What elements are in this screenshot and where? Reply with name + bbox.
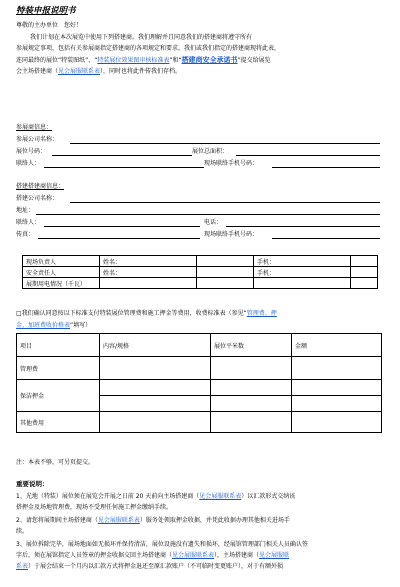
fee-header-spec: 内容/规格 <box>100 334 211 357</box>
staff-empty-cell[interactable] <box>351 278 378 289</box>
exhibitor-onsite-phone-field[interactable] <box>272 167 380 168</box>
fee-spec-cell[interactable] <box>100 412 211 433</box>
fee-area-cell[interactable] <box>211 412 292 433</box>
intro-line-2: 参展规定事项，包括有关参展商指定搭建商的各项规定和要求。我们或我们指定的搭建商现将此表， <box>16 45 281 52</box>
contractor-onsite-phone-field[interactable] <box>272 238 380 239</box>
fee-table-link-cont[interactable]: 金、加班费收价格表 <box>16 322 71 329</box>
staff-name-cell[interactable]: 姓名： <box>100 267 197 278</box>
fee-table-link[interactable]: 管理费、押 <box>246 310 277 317</box>
desc-item-3-line-3: 系表）于展会结束一个月内以汇款方式将押金退还至原汇款账户（不可临时变更账户），对于有额外损 <box>16 563 284 570</box>
staff-empty-cell[interactable] <box>351 256 378 267</box>
intro-line-3: 连同最终的展位“特装图纸”、“特装展位效果图审核标准表”和“搭建商安全承诺书”提交给展览 <box>16 56 271 64</box>
booth-area-label: 展位总面积： <box>192 148 229 155</box>
staff-mobile-cell[interactable]: 手机： <box>254 256 351 267</box>
staff-empty-cell[interactable] <box>254 278 351 289</box>
table-row <box>23 256 378 267</box>
staff-role-cell: 展期用电情况（千瓦） <box>23 278 100 289</box>
fee-item-cell: 保洁押金 <box>17 380 100 412</box>
fee-spec-cell[interactable] <box>100 380 211 396</box>
table-row <box>17 357 382 380</box>
fee-amount-cell[interactable] <box>292 396 382 412</box>
fee-area-cell[interactable] <box>211 357 292 380</box>
desc-item-3-line-2: 字后，须在展馆指定人员签章的押金收据交回主场搭建商（见会展服联系表），主场搭建商（见会展服联 <box>16 552 290 559</box>
exhibitor-company-field[interactable] <box>70 143 380 144</box>
table-row <box>17 334 382 357</box>
staff-empty-cell[interactable] <box>197 278 254 289</box>
desc-header: 重要说明： <box>16 480 49 488</box>
table-note: 注：本表不够，可另页提交。 <box>16 459 95 466</box>
fee-header-item: 项目 <box>17 334 100 357</box>
exhibitor-header: 参展商信息： <box>16 124 53 131</box>
staff-mobile-cell[interactable]: 手机： <box>254 267 351 278</box>
contractor-company-field[interactable] <box>70 202 380 203</box>
contractor-company-label: 搭建公司名称： <box>16 195 59 202</box>
contractor-fax-field[interactable] <box>38 238 200 239</box>
exhibitor-onsite-phone-label: 现场联络手机号码： <box>204 160 259 167</box>
booth-area-field[interactable] <box>236 155 380 156</box>
table-row <box>17 380 382 396</box>
contractor-header: 搭建搭建商信息： <box>16 183 65 190</box>
page-title: 特装申报说明书 <box>16 6 76 16</box>
contractor-fax-label: 传真： <box>16 231 35 238</box>
exhibitor-contact-label: 联络人： <box>16 160 41 167</box>
staff-name-cell[interactable]: 姓名： <box>100 256 197 267</box>
intro-line-1: 我们计划在本次展览中使用下列搭建商。我们理解并且同意我们的搭建商将遵守所有 <box>30 34 253 41</box>
contractor-contact-label: 联络人： <box>16 219 41 226</box>
fee-amount-cell[interactable] <box>292 357 382 380</box>
table-row <box>23 267 378 278</box>
confirm-line-1: □我们确认同意按以下标准支付特装展位管理费和施工押金等费用，收费标准表（参见“管理费、押 <box>16 310 277 317</box>
greeting: 尊敬的主办单位 您好！ <box>16 22 83 29</box>
desc-item-2-line-1: 2、请您将展期间主场搭建商（见会展服联系表）服务处领取押金收据，并凭此收据办理其他相关进场手 <box>16 517 290 524</box>
booth-no-field[interactable] <box>52 155 192 156</box>
title-underline <box>16 14 68 15</box>
fee-area-cell[interactable] <box>211 396 292 412</box>
exhibitor-contact-field[interactable] <box>44 167 204 168</box>
contact-table-link[interactable]: 系表 <box>16 563 29 570</box>
intro-line-4: 会主场搭建商（见会展服联系表），同时也将此件传我们存档。 <box>16 68 182 75</box>
contact-table-link[interactable]: 见会展服联系表 <box>58 68 101 75</box>
desc-item-1-line-2: 搭押金及场地管理费，现场不受理任何施工押金缴纳手续。 <box>16 504 173 511</box>
contractor-phone-label: 电话： <box>204 219 223 226</box>
desc-item-3-line-1: 3、展位拆除完毕，展场地面如无损坏并保持清洁，展位设施没有遗失和损坏，经展馆管理部门相关人员确认签 <box>16 541 308 548</box>
staff-empty-cell[interactable] <box>351 267 378 278</box>
staff-role-cell: 安全责任人 <box>23 267 100 278</box>
contractor-address-label: 地址： <box>16 207 35 214</box>
staff-empty-cell[interactable] <box>197 267 254 278</box>
table-row <box>17 412 382 433</box>
booth-no-label: 展位号码： <box>16 148 47 155</box>
fee-spec-cell[interactable] <box>100 357 211 380</box>
fee-header-amount: 金额 <box>292 334 382 357</box>
power-value-cell[interactable] <box>100 278 197 289</box>
safety-pledge-link[interactable]: 搭建商安全承诺书 <box>181 56 238 64</box>
fee-table <box>16 333 382 433</box>
staff-table <box>22 255 378 289</box>
contact-table-link[interactable]: 见会展服联 <box>259 552 290 559</box>
contact-table-link[interactable]: 见会展服联系表 <box>199 493 242 500</box>
contact-table-link[interactable]: 见会展服联系表 <box>97 517 140 524</box>
staff-empty-cell[interactable] <box>197 256 254 267</box>
desc-item-2-line-2: 续。 <box>16 528 29 535</box>
contractor-onsite-phone-label: 现场联络手机号码： <box>204 231 259 238</box>
staff-role-cell: 现场负责人 <box>23 256 100 267</box>
contractor-phone-field[interactable] <box>226 226 380 227</box>
fee-spec-cell[interactable] <box>100 396 211 412</box>
fee-amount-cell[interactable] <box>292 412 382 433</box>
contractor-address-field[interactable] <box>36 214 380 215</box>
contact-table-link[interactable]: 见会展服联系表 <box>172 552 215 559</box>
fee-amount-cell[interactable] <box>292 380 382 396</box>
fee-item-cell: 管理费 <box>17 357 100 380</box>
exhibitor-company-label: 参展公司名称： <box>16 136 59 143</box>
fee-item-cell: 其他费用 <box>17 412 100 433</box>
review-standard-link[interactable]: 特装展位效果图审核标准表 <box>97 57 170 64</box>
desc-item-1-line-1: 1、光地（特装）展位须在展览会开展之日前 20 天前向主场搭建商（见会展服联系表）以汇款形式交纳该 <box>16 493 296 500</box>
confirm-line-2: 金、加班费收价格表”填写） <box>16 322 92 329</box>
fee-area-cell[interactable] <box>211 380 292 396</box>
fee-header-area: 展位平米数 <box>211 334 292 357</box>
contractor-contact-field[interactable] <box>44 226 200 227</box>
table-row <box>23 278 378 289</box>
